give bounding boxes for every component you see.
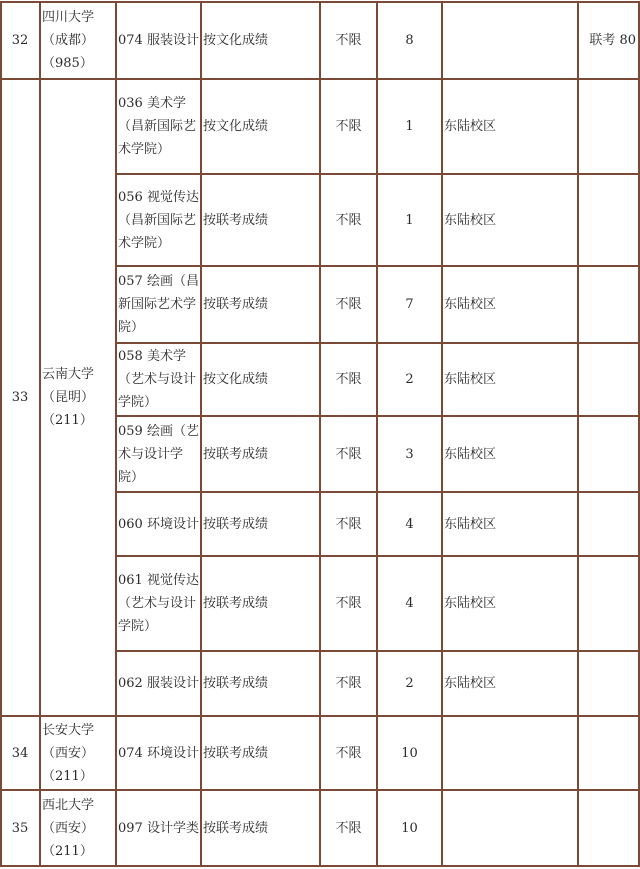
university-cell-text: 四川大学 （成都） （985） bbox=[42, 10, 95, 71]
note-cell bbox=[578, 2, 640, 79]
admission-rule-cell-text: 按联考成绩 bbox=[203, 676, 269, 691]
table-rule bbox=[0, 2, 2, 866]
university-cell bbox=[40, 790, 116, 866]
admission-rule-cell bbox=[201, 2, 320, 79]
major-cell-text: 061 视觉传达 （艺术与设计 学院） bbox=[118, 573, 199, 634]
limit-cell-text: 不限 bbox=[335, 516, 362, 532]
limit-cell bbox=[320, 79, 377, 174]
table-rule bbox=[115, 2, 117, 866]
note-cell bbox=[578, 174, 640, 266]
row-number bbox=[0, 790, 40, 866]
quota-cell-text: 2 bbox=[405, 372, 414, 387]
limit-cell bbox=[320, 174, 377, 266]
row-number-text: 33 bbox=[11, 390, 29, 405]
limit-cell-text: 不限 bbox=[335, 212, 362, 228]
note-cell bbox=[578, 492, 640, 556]
note-cell bbox=[578, 266, 640, 343]
note-cell bbox=[578, 790, 640, 866]
major-cell bbox=[116, 790, 201, 866]
limit-cell bbox=[320, 556, 377, 651]
limit-cell-text: 不限 bbox=[335, 297, 362, 312]
major-cell bbox=[116, 266, 201, 343]
quota-cell bbox=[377, 790, 442, 866]
row-number-text: 35 bbox=[11, 820, 29, 836]
admission-rule-cell-text: 按联考成绩 bbox=[203, 596, 269, 611]
limit-cell-text: 不限 bbox=[335, 446, 362, 462]
row-number-text: 34 bbox=[11, 745, 29, 761]
note-cell-text: 联考 80 bbox=[589, 33, 636, 48]
campus-cell bbox=[442, 416, 578, 492]
university-cell-text: 云南大学 （昆明） （211） bbox=[42, 367, 95, 428]
major-cell-text: 058 美术学 （艺术与设计 学院） bbox=[118, 349, 197, 410]
limit-cell bbox=[320, 343, 377, 416]
admission-rule-cell-text: 按文化成绩 bbox=[203, 372, 269, 387]
university-cell-text: 长安大学 （西安） （211） bbox=[42, 722, 95, 784]
quota-cell bbox=[377, 492, 442, 556]
university-cell bbox=[40, 79, 116, 716]
major-cell-text: 036 美术学 （昌新国际艺 术学院） bbox=[118, 96, 197, 157]
major-cell bbox=[116, 79, 201, 174]
table-rule bbox=[116, 555, 640, 557]
table-rule bbox=[116, 415, 640, 417]
campus-cell bbox=[442, 790, 578, 866]
row-number-text: 32 bbox=[11, 33, 29, 48]
major-cell bbox=[116, 174, 201, 266]
campus-cell-text: 东陆校区 bbox=[444, 297, 497, 312]
admission-rule-cell bbox=[201, 343, 320, 416]
table-rule bbox=[441, 2, 443, 866]
major-cell-text: 097 设计学类 bbox=[118, 820, 199, 836]
limit-cell bbox=[320, 2, 377, 79]
admission-rule-cell-text: 按联考成绩 bbox=[203, 212, 269, 228]
major-cell-text: 074 服装设计 bbox=[118, 33, 199, 48]
quota-cell-text: 4 bbox=[405, 596, 414, 611]
campus-cell bbox=[442, 79, 578, 174]
table-rule bbox=[200, 2, 202, 866]
table-rule bbox=[116, 491, 640, 493]
admission-rule-cell-text: 按联考成绩 bbox=[203, 297, 269, 312]
note-cell bbox=[578, 556, 640, 651]
campus-cell-text: 东陆校区 bbox=[444, 676, 497, 691]
campus-cell-text: 东陆校区 bbox=[444, 596, 497, 611]
campus-cell bbox=[442, 492, 578, 556]
quota-cell bbox=[377, 651, 442, 716]
campus-cell-text: 东陆校区 bbox=[444, 212, 497, 228]
quota-cell bbox=[377, 716, 442, 790]
quota-cell-text: 8 bbox=[405, 33, 414, 48]
limit-cell-text: 不限 bbox=[335, 372, 362, 387]
campus-cell bbox=[442, 266, 578, 343]
quota-cell bbox=[377, 556, 442, 651]
table-rule bbox=[116, 342, 640, 344]
admission-rule-cell-text: 按联考成绩 bbox=[203, 745, 269, 761]
admission-rule-cell bbox=[201, 790, 320, 866]
admission-rule-cell bbox=[201, 266, 320, 343]
limit-cell-text: 不限 bbox=[335, 33, 362, 48]
limit-cell-text: 不限 bbox=[335, 676, 362, 691]
major-cell bbox=[116, 416, 201, 492]
quota-cell bbox=[377, 2, 442, 79]
quota-cell bbox=[377, 416, 442, 492]
table-rule bbox=[319, 2, 321, 866]
university-cell bbox=[40, 716, 116, 790]
limit-cell bbox=[320, 651, 377, 716]
quota-cell bbox=[377, 174, 442, 266]
campus-cell-text: 东陆校区 bbox=[444, 372, 497, 387]
quota-cell bbox=[377, 343, 442, 416]
table-rule bbox=[116, 650, 640, 652]
quota-cell-text: 1 bbox=[405, 212, 414, 228]
admission-rule-cell bbox=[201, 79, 320, 174]
campus-cell bbox=[442, 2, 578, 79]
campus-cell-text: 东陆校区 bbox=[444, 516, 497, 532]
major-cell-text: 057 绘画（昌 新国际艺术学 院） bbox=[118, 274, 199, 335]
note-cell bbox=[578, 716, 640, 790]
quota-cell-text: 2 bbox=[405, 676, 414, 691]
quota-cell-text: 10 bbox=[401, 820, 418, 836]
quota-cell bbox=[377, 266, 442, 343]
admission-rule-cell bbox=[201, 492, 320, 556]
table-rule bbox=[376, 2, 378, 866]
campus-cell-text: 东陆校区 bbox=[444, 119, 497, 134]
major-cell-text: 062 服装设计 bbox=[118, 676, 199, 691]
admission-rule-cell-text: 按联考成绩 bbox=[203, 820, 269, 836]
limit-cell-text: 不限 bbox=[335, 745, 362, 761]
major-cell bbox=[116, 492, 201, 556]
quota-cell bbox=[377, 79, 442, 174]
major-cell bbox=[116, 556, 201, 651]
admission-rule-cell bbox=[201, 174, 320, 266]
limit-cell bbox=[320, 416, 377, 492]
table-rule bbox=[116, 173, 640, 175]
note-cell bbox=[578, 343, 640, 416]
limit-cell-text: 不限 bbox=[335, 820, 362, 836]
campus-cell bbox=[442, 651, 578, 716]
quota-cell-text: 3 bbox=[405, 446, 414, 462]
major-cell-text: 074 环境设计 bbox=[118, 745, 199, 761]
campus-cell bbox=[442, 174, 578, 266]
admission-rule-cell-text: 按文化成绩 bbox=[203, 119, 269, 134]
admission-rule-cell bbox=[201, 716, 320, 790]
note-cell bbox=[578, 651, 640, 716]
admission-rule-cell-text: 按联考成绩 bbox=[203, 446, 269, 462]
major-cell-text: 060 环境设计 bbox=[118, 516, 199, 532]
row-number bbox=[0, 2, 40, 79]
admission-rule-cell-text: 按联考成绩 bbox=[203, 516, 269, 532]
major-cell-text: 059 绘画（艺 术与设计学 院） bbox=[118, 423, 199, 485]
quota-cell-text: 1 bbox=[405, 119, 414, 134]
limit-cell bbox=[320, 492, 377, 556]
campus-cell-text: 东陆校区 bbox=[444, 446, 497, 462]
admission-rule-cell-text: 按文化成绩 bbox=[203, 33, 269, 48]
table-rule bbox=[577, 2, 579, 866]
major-cell bbox=[116, 716, 201, 790]
major-cell bbox=[116, 343, 201, 416]
admission-rule-cell bbox=[201, 416, 320, 492]
university-cell-text: 西北大学 （西安） （211） bbox=[42, 797, 95, 859]
quota-cell-text: 4 bbox=[405, 516, 414, 532]
row-number bbox=[0, 79, 40, 716]
limit-cell bbox=[320, 266, 377, 343]
limit-cell bbox=[320, 790, 377, 866]
major-cell-text: 056 视觉传达 （昌新国际艺 术学院） bbox=[118, 189, 199, 251]
table-rule bbox=[116, 265, 640, 267]
limit-cell-text: 不限 bbox=[335, 119, 362, 134]
row-number bbox=[0, 716, 40, 790]
major-cell bbox=[116, 2, 201, 79]
admission-rule-cell bbox=[201, 651, 320, 716]
admission-rule-cell bbox=[201, 556, 320, 651]
quota-cell-text: 7 bbox=[405, 297, 414, 312]
campus-cell bbox=[442, 716, 578, 790]
limit-cell-text: 不限 bbox=[335, 596, 362, 611]
note-cell bbox=[578, 416, 640, 492]
major-cell bbox=[116, 651, 201, 716]
table-rule bbox=[39, 2, 41, 866]
quota-cell-text: 10 bbox=[401, 745, 418, 761]
limit-cell bbox=[320, 716, 377, 790]
campus-cell bbox=[442, 343, 578, 416]
university-cell bbox=[40, 2, 116, 79]
campus-cell bbox=[442, 556, 578, 651]
note-cell bbox=[578, 79, 640, 174]
